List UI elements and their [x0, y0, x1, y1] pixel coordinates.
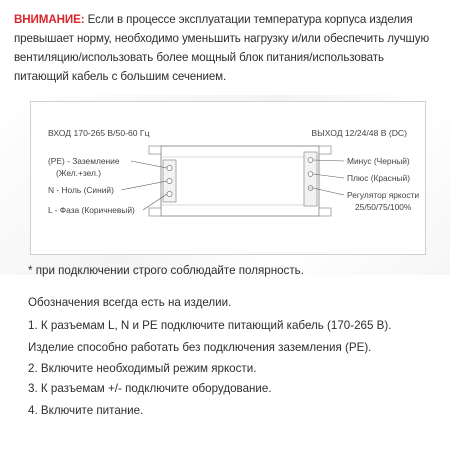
terminal-l-icon [167, 191, 172, 196]
terminal-pe-icon [167, 165, 172, 170]
output-label: ВЫХОД 12/24/48 В (DC) [311, 128, 407, 138]
power-supply-body [161, 146, 319, 216]
n-pointer-line [121, 181, 167, 190]
mount-ear-left-top [149, 146, 161, 154]
polarity-note: * при подключении строго соблюдайте полярность. [28, 264, 304, 277]
instruction-step-2: 2. Включите необходимый режим яркости. [28, 362, 257, 375]
terminal-n-icon [167, 178, 172, 183]
dimmer-levels-label: 25/50/75/100% [355, 202, 412, 212]
mount-ear-right-top [319, 146, 331, 154]
dimmer-label: Регулятор яркости [347, 190, 420, 200]
instruction-step-3: 3. К разъемам +/- подключите оборудование. [28, 382, 272, 395]
pe-label: (PE) - Заземление [48, 156, 120, 166]
warning-paragraph [14, 10, 438, 86]
instruction-step-1: 1. К разъемам L, N и PE подключите питающий кабель (170-265 В). [28, 319, 392, 332]
l-label: L - Фаза (Коричневый) [48, 205, 135, 215]
warning-text: Если в процессе эксплуатации температура корпуса изделия превышает норму, необходимо уменьшить нагрузку и/или обеспечить лучшую вентиляцию/использовать более мощный блок питания/использовать питающий кабель с большим сечением. [14, 13, 430, 83]
instructions-heading: Обозначения всегда есть на изделии. [28, 296, 232, 309]
warning-lead: ВНИМАНИЕ: [14, 13, 85, 26]
plus-label: Плюс (Красный) [347, 173, 410, 183]
n-label: N - Ноль (Синий) [48, 185, 114, 195]
wiring-diagram-svg [31, 102, 425, 254]
instruction-step-4: 4. Включите питание. [28, 404, 144, 417]
pe-color-label: (Жел.+зел.) [56, 168, 102, 178]
minus-label: Минус (Черный) [347, 156, 410, 166]
wiring-diagram [30, 101, 426, 255]
terminal-plus-icon [308, 172, 313, 177]
mount-ear-left-bottom [149, 208, 161, 216]
instruction-step-1-note: Изделие способно работать без подключения заземления (PE). [28, 341, 372, 354]
input-label: ВХОД 170-265 В/50-60 Гц [48, 128, 150, 138]
terminal-minus-icon [308, 158, 313, 163]
mount-ear-right-bottom [319, 208, 331, 216]
